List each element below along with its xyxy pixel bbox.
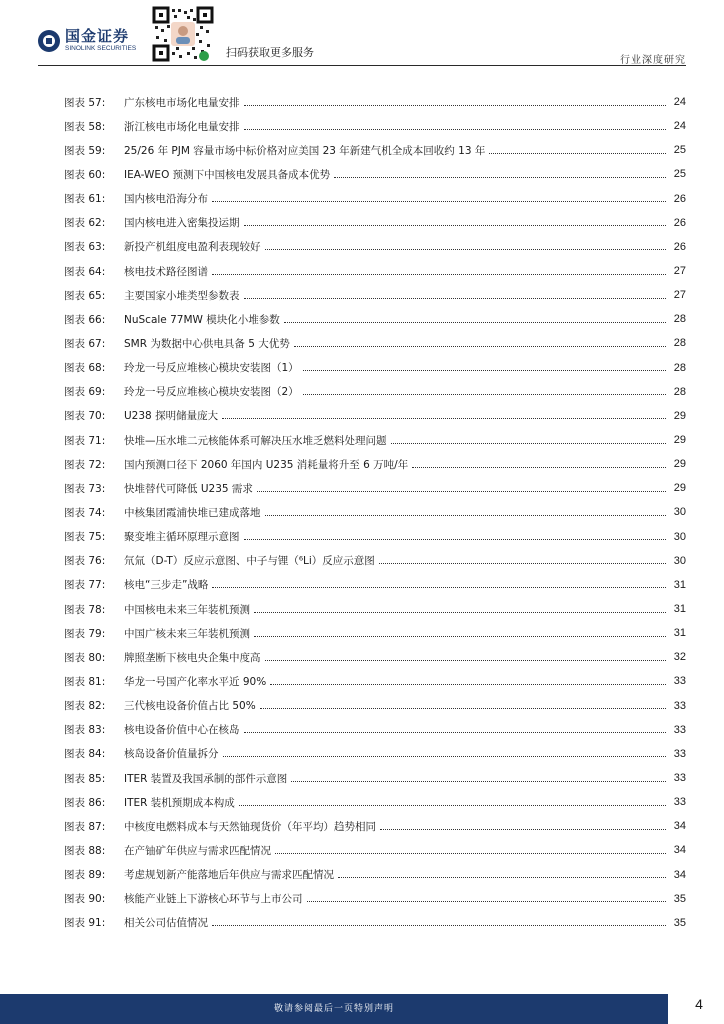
toc-entry-title: 国内核电进入密集投运期 xyxy=(124,217,240,230)
toc-entry-title: NuScale 77MW 模块化小堆参数 xyxy=(124,313,280,326)
toc-entry-title: 中国核电未来三年装机预测 xyxy=(124,603,250,616)
toc-entry[interactable] xyxy=(64,283,686,307)
toc-entry-title: 国内核电沿海分布 xyxy=(124,193,208,206)
toc-entry[interactable] xyxy=(64,549,686,573)
toc-entry[interactable] xyxy=(64,235,686,259)
toc-dot-leader xyxy=(222,408,666,419)
toc-dot-leader xyxy=(244,119,667,130)
toc-entry-page: 29 xyxy=(673,434,686,447)
toc-entry-page: 34 xyxy=(673,820,686,833)
toc-entry-label: 图表 79: xyxy=(64,627,106,640)
toc-entry-page: 33 xyxy=(673,699,686,712)
table-of-figures xyxy=(64,90,686,935)
toc-entry-page: 26 xyxy=(673,240,686,253)
toc-dot-leader xyxy=(270,674,666,685)
toc-entry[interactable] xyxy=(64,404,686,428)
toc-entry[interactable] xyxy=(64,863,686,887)
toc-entry-label: 图表 82: xyxy=(64,700,106,713)
toc-entry-page: 33 xyxy=(673,747,686,760)
toc-dot-leader xyxy=(412,457,666,468)
toc-entry[interactable] xyxy=(64,90,686,114)
toc-entry-label: 图表 72: xyxy=(64,458,106,471)
toc-entry[interactable] xyxy=(64,476,686,500)
toc-entry-page: 32 xyxy=(673,651,686,664)
toc-entry-title: 核电技术路径图谱 xyxy=(124,265,208,278)
toc-entry[interactable] xyxy=(64,838,686,862)
toc-entry-title: 在产铀矿年供应与需求匹配情况 xyxy=(124,844,271,857)
toc-entry-label: 图表 83: xyxy=(64,724,106,737)
toc-dot-leader xyxy=(379,553,666,564)
toc-dot-leader xyxy=(212,915,666,926)
toc-entry-label: 图表 80: xyxy=(64,651,106,664)
toc-dot-leader xyxy=(307,891,667,902)
toc-entry-label: 图表 84: xyxy=(64,748,106,761)
toc-entry-page: 24 xyxy=(673,96,686,109)
toc-entry[interactable] xyxy=(64,356,686,380)
toc-entry-title: 氘氚（D-T）反应示意图、中子与锂（⁶Li）反应示意图 xyxy=(124,555,375,568)
toc-entry-label: 图表 86: xyxy=(64,796,106,809)
toc-entry[interactable] xyxy=(64,187,686,211)
toc-entry-label: 图表 57: xyxy=(64,96,106,109)
toc-entry-label: 图表 88: xyxy=(64,844,106,857)
toc-entry-title: 快堆替代可降低 U235 需求 xyxy=(124,482,253,495)
toc-entry-label: 图表 85: xyxy=(64,772,106,785)
toc-entry-label: 图表 64: xyxy=(64,265,106,278)
toc-entry-title: 核电设备价值中心在核岛 xyxy=(124,724,240,737)
toc-dot-leader xyxy=(223,746,667,757)
toc-dot-leader xyxy=(265,650,667,661)
toc-entry[interactable] xyxy=(64,597,686,621)
toc-entry-title: 三代核电设备价值占比 50% xyxy=(124,700,256,713)
toc-dot-leader xyxy=(265,505,667,516)
toc-entry-label: 图表 59: xyxy=(64,144,106,157)
toc-entry-label: 图表 70: xyxy=(64,410,106,423)
toc-entry[interactable] xyxy=(64,645,686,669)
footer-disclaimer: 敬请参阅最后一页特别声明 xyxy=(273,1004,394,1014)
toc-dot-leader xyxy=(244,722,667,733)
toc-entry-label: 图表 69: xyxy=(64,386,106,399)
toc-entry-title: 核电“三步走”战略 xyxy=(124,579,209,592)
toc-entry[interactable] xyxy=(64,694,686,718)
toc-entry-title: 玲龙一号反应堆核心模块安装图（2） xyxy=(124,386,299,399)
toc-entry[interactable] xyxy=(64,138,686,162)
toc-entry-label: 图表 61: xyxy=(64,193,106,206)
toc-entry[interactable] xyxy=(64,452,686,476)
toc-entry-title: 核岛设备价值量拆分 xyxy=(124,748,219,761)
toc-dot-leader xyxy=(334,167,666,178)
toc-dot-leader xyxy=(391,433,667,444)
toc-entry-page: 33 xyxy=(673,723,686,736)
toc-dot-leader xyxy=(303,360,666,371)
toc-entry-label: 图表 63: xyxy=(64,241,106,254)
toc-entry-title: U238 探明储量庞大 xyxy=(124,410,219,423)
toc-dot-leader xyxy=(275,843,666,854)
qr-code-icon[interactable] xyxy=(152,6,214,62)
toc-entry-page: 25 xyxy=(673,144,686,157)
toc-dot-leader xyxy=(254,626,666,637)
toc-entry-label: 图表 58: xyxy=(64,120,106,133)
toc-entry-title: 中国广核未来三年装机预测 xyxy=(124,627,250,640)
toc-entry-label: 图表 66: xyxy=(64,313,106,326)
toc-entry-page: 31 xyxy=(673,603,686,616)
toc-dot-leader xyxy=(260,698,666,709)
toc-dot-leader xyxy=(265,239,667,250)
toc-entry-label: 图表 77: xyxy=(64,579,106,592)
toc-entry[interactable] xyxy=(64,887,686,911)
toc-entry-title: 25/26 年 PJM 容量市场中标价格对应美国 23 年新建气机全成本回收约 13 年 xyxy=(124,144,486,157)
toc-entry-page: 28 xyxy=(673,385,686,398)
toc-entry-page: 30 xyxy=(673,554,686,567)
toc-entry-label: 图表 89: xyxy=(64,869,106,882)
toc-dot-leader xyxy=(244,288,667,299)
toc-entry-page: 28 xyxy=(673,361,686,374)
toc-entry-label: 图表 81: xyxy=(64,675,106,688)
toc-entry[interactable] xyxy=(64,331,686,355)
toc-entry[interactable] xyxy=(64,911,686,935)
toc-entry-page: 28 xyxy=(673,313,686,326)
toc-dot-leader xyxy=(284,312,666,323)
toc-entry-title: 国内预测口径下 2060 年国内 U235 消耗量将升至 6 万吨/年 xyxy=(124,458,409,471)
toc-entry[interactable] xyxy=(64,114,686,138)
toc-entry[interactable] xyxy=(64,718,686,742)
toc-entry-label: 图表 62: xyxy=(64,217,106,230)
toc-entry-page: 26 xyxy=(673,192,686,205)
toc-entry-label: 图表 65: xyxy=(64,289,106,302)
toc-entry-page: 28 xyxy=(673,337,686,350)
toc-entry-page: 25 xyxy=(673,168,686,181)
toc-entry-title: 相关公司估值情况 xyxy=(124,917,208,930)
toc-entry-title: 快堆—压水堆二元核能体系可解决压水堆乏燃料处理问题 xyxy=(124,434,387,447)
toc-entry-page: 33 xyxy=(673,772,686,784)
toc-dot-leader xyxy=(489,143,666,154)
header-divider xyxy=(38,65,686,66)
toc-entry-title: 新投产机组度电盈利表现较好 xyxy=(124,241,261,254)
toc-entry[interactable] xyxy=(64,380,686,404)
toc-entry[interactable] xyxy=(64,162,686,186)
toc-dot-leader xyxy=(212,264,666,275)
toc-entry-title: 牌照垄断下核电央企集中度高 xyxy=(124,651,261,664)
toc-entry-title: 中核集团霞浦快堆已建成落地 xyxy=(124,506,261,519)
toc-entry-label: 图表 87: xyxy=(64,820,106,833)
toc-entry-page: 29 xyxy=(673,409,686,422)
toc-entry-title: IEA-WEO 预测下中国核电发展具备成本优势 xyxy=(124,168,331,181)
toc-dot-leader xyxy=(291,771,666,782)
brand-name-en: SINOLINK SECURITIES xyxy=(65,45,137,52)
toc-dot-leader xyxy=(244,529,667,540)
toc-dot-leader xyxy=(244,215,667,226)
toc-entry-title: SMR 为数据中心供电具备 5 大优势 xyxy=(124,337,290,350)
toc-entry-page: 24 xyxy=(673,120,686,133)
toc-entry-title: 主要国家小堆类型参数表 xyxy=(124,289,240,302)
toc-entry[interactable] xyxy=(64,790,686,814)
toc-dot-leader xyxy=(244,95,667,106)
toc-entry-title: 广东核电市场化电量安排 xyxy=(124,96,240,109)
toc-entry-label: 图表 74: xyxy=(64,506,106,519)
toc-entry-title: 中核度电燃料成本与天然铀现货价（年平均）趋势相同 xyxy=(124,820,376,833)
toc-entry-label: 图表 75: xyxy=(64,531,106,544)
toc-entry-page: 27 xyxy=(673,289,686,302)
toc-entry-page: 35 xyxy=(673,892,686,905)
company-logo xyxy=(38,28,136,53)
toc-entry-label: 图表 91: xyxy=(64,917,106,930)
toc-entry-title: ITER 装置及我国承制的部件示意图 xyxy=(124,772,288,785)
toc-dot-leader xyxy=(257,481,666,492)
toc-entry-page: 30 xyxy=(673,506,686,519)
toc-entry-title: 聚变堆主循环原理示意图 xyxy=(124,531,240,544)
toc-dot-leader xyxy=(212,191,666,202)
toc-entry-page: 34 xyxy=(673,844,686,857)
toc-entry-page: 31 xyxy=(673,578,686,591)
toc-dot-leader xyxy=(294,336,666,347)
toc-entry-title: ITER 装机预期成本构成 xyxy=(124,796,235,809)
toc-entry-page: 31 xyxy=(673,627,686,640)
toc-dot-leader xyxy=(212,577,666,588)
toc-dot-leader xyxy=(254,602,666,613)
toc-entry-label: 图表 67: xyxy=(64,337,106,350)
toc-entry[interactable] xyxy=(64,428,686,452)
toc-entry-page: 29 xyxy=(673,458,686,471)
toc-entry-page: 33 xyxy=(673,796,686,809)
toc-entry-title: 考虑规划新产能落地后年供应与需求匹配情况 xyxy=(124,869,334,882)
scan-for-service-text: 扫码获取更多服务 xyxy=(226,46,314,59)
toc-entry-label: 图表 60: xyxy=(64,168,106,181)
toc-dot-leader xyxy=(338,867,666,878)
toc-entry[interactable] xyxy=(64,211,686,235)
page-header xyxy=(0,0,724,70)
toc-entry-label: 图表 90: xyxy=(64,893,106,906)
toc-entry[interactable] xyxy=(64,259,686,283)
toc-entry[interactable] xyxy=(64,307,686,331)
toc-entry-label: 图表 78: xyxy=(64,603,106,616)
toc-entry-page: 26 xyxy=(673,216,686,229)
toc-entry-page: 34 xyxy=(673,868,686,881)
page-number: 4 xyxy=(695,996,703,1012)
toc-entry-label: 图表 71: xyxy=(64,434,106,447)
toc-entry[interactable] xyxy=(64,742,686,766)
toc-entry-page: 29 xyxy=(673,482,686,495)
toc-dot-leader xyxy=(303,384,666,395)
toc-dot-leader xyxy=(239,795,666,806)
toc-entry-page: 27 xyxy=(673,265,686,278)
toc-entry[interactable] xyxy=(64,500,686,524)
toc-entry-page: 30 xyxy=(673,530,686,543)
toc-entry-page: 33 xyxy=(673,675,686,688)
toc-entry-title: 浙江核电市场化电量安排 xyxy=(124,120,240,133)
toc-entry[interactable] xyxy=(64,766,686,790)
toc-dot-leader xyxy=(380,819,666,830)
toc-entry-title: 玲龙一号反应堆核心模块安装图（1） xyxy=(124,362,299,375)
report-category: 行业深度研究 xyxy=(620,55,686,66)
toc-entry-title: 核能产业链上下游核心环节与上市公司 xyxy=(124,893,303,906)
toc-entry[interactable] xyxy=(64,525,686,549)
toc-entry[interactable] xyxy=(64,573,686,597)
toc-entry-page: 35 xyxy=(673,916,686,929)
toc-entry[interactable] xyxy=(64,814,686,838)
toc-entry[interactable] xyxy=(64,621,686,645)
toc-entry[interactable] xyxy=(64,669,686,693)
toc-entry-label: 图表 76: xyxy=(64,555,106,568)
brand-name-cn: 国金证券 xyxy=(65,27,130,45)
toc-entry-label: 图表 68: xyxy=(64,362,106,375)
toc-entry-title: 华龙一号国产化率水平近 90% xyxy=(124,675,267,688)
toc-entry-label: 图表 73: xyxy=(64,482,106,495)
logo-emblem-icon xyxy=(38,30,60,52)
